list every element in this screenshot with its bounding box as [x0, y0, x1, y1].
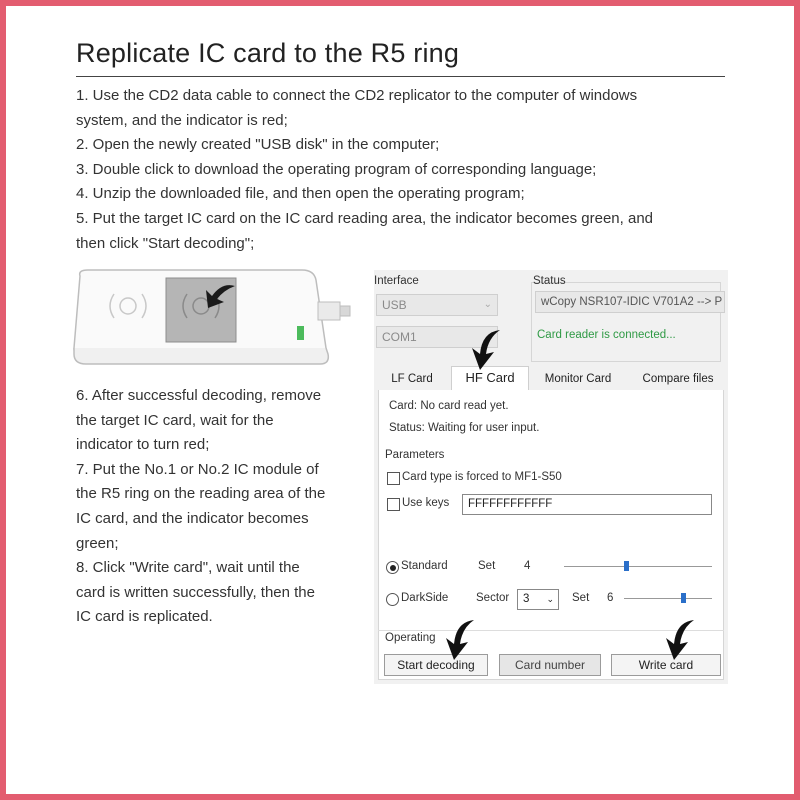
page-title: Replicate IC card to the R5 ring [76, 38, 460, 68]
step-line: 5. Put the target IC card on the IC card reading area, the indicator becomes green, and [76, 209, 654, 227]
step-line: 3. Double click to download the operating program of corresponding language; [76, 160, 597, 178]
step-line: green; [76, 534, 119, 552]
step-line: then click "Start decoding"; [76, 234, 255, 252]
status-label: Status [533, 275, 566, 287]
darkside-radio[interactable] [386, 593, 399, 606]
card-reader-illustration [70, 262, 360, 370]
step-line: 7. Put the No.1 or No.2 IC module of [76, 460, 319, 478]
standard-radio[interactable] [386, 561, 399, 574]
operating-label: Operating [385, 632, 436, 644]
step-line: the target IC card, wait for the [76, 411, 274, 429]
pointer-arrow-icon [440, 616, 480, 664]
title-underline [76, 76, 725, 77]
connection-status: Card reader is connected... [537, 329, 676, 341]
slider-track [564, 566, 712, 567]
step-line: card is written successfully, then the [76, 583, 315, 601]
parameters-label: Parameters [385, 449, 445, 461]
set-value: 6 [607, 592, 614, 604]
darkside-label: DarkSide [401, 592, 449, 604]
set-label: Set [478, 560, 496, 572]
tab-bar [378, 366, 724, 391]
device-value: wCopy NSR107-IDIC V701A2 --> P [541, 296, 723, 308]
com-port-value: COM1 [382, 330, 417, 344]
step-line: 6. After successful decoding, remove [76, 387, 322, 404]
set-label: Set [572, 592, 590, 604]
start-decoding-button[interactable]: Start decoding [384, 654, 488, 676]
step-line: 2. Open the newly created "USB disk" in the computer; [76, 136, 440, 154]
tab-lf-card[interactable]: LF Card [391, 373, 433, 385]
device-select[interactable] [535, 291, 725, 313]
status-info: Status: Waiting for user input. [389, 422, 540, 434]
sector-label: Sector [476, 592, 510, 604]
step-line: 4. Unzip the downloaded file, and then open the operating program; [76, 185, 525, 203]
sector-select[interactable] [517, 589, 559, 610]
chevron-down-icon: ⌄ [483, 299, 492, 310]
sector-value: 3 [523, 593, 530, 605]
interface-select[interactable] [376, 294, 498, 316]
force-type-label: Card type is forced to MF1-S50 [402, 471, 562, 483]
set-value: 4 [524, 560, 531, 572]
slider-thumb[interactable] [624, 561, 629, 571]
instructions-bottom [76, 384, 366, 630]
write-card-button[interactable]: Write card [611, 654, 721, 676]
slider-track [624, 598, 712, 599]
use-keys-label: Use keys [402, 497, 450, 509]
standard-label: Standard [401, 560, 448, 572]
chevron-down-icon: ⌄ [546, 594, 554, 604]
tab-monitor-card[interactable]: Monitor Card [544, 373, 612, 385]
slider-thumb[interactable] [681, 593, 686, 603]
step-line: the R5 ring on the reading area of the [76, 485, 326, 503]
tab-hf-card[interactable]: HF Card [451, 366, 529, 391]
keys-input[interactable]: FFFFFFFFFFFF [462, 494, 712, 515]
tab-compare-files[interactable]: Compare files [642, 373, 714, 385]
instructions-top [76, 84, 736, 256]
darkside-slider[interactable] [624, 596, 712, 602]
interface-value: USB [382, 298, 407, 312]
step-line: system, and the indicator is red; [76, 111, 288, 129]
step-line: IC card is replicated. [76, 608, 213, 626]
pointer-arrow-icon [466, 326, 506, 374]
step-line: IC card, and the indicator becomes [76, 509, 309, 527]
card-number-button[interactable]: Card number [499, 654, 601, 676]
step-line: indicator to turn red; [76, 436, 210, 454]
card-info: Card: No card read yet. [389, 400, 509, 412]
interface-label: Interface [374, 275, 419, 287]
step-line: 8. Click "Write card", wait until the [76, 559, 300, 577]
force-type-checkbox[interactable] [387, 472, 400, 485]
step-line: 1. Use the CD2 data cable to connect the CD2 replicator to the computer of windows [76, 87, 638, 104]
pointer-arrow-icon [660, 616, 700, 664]
standard-slider[interactable] [564, 564, 712, 570]
use-keys-checkbox[interactable] [387, 498, 400, 511]
